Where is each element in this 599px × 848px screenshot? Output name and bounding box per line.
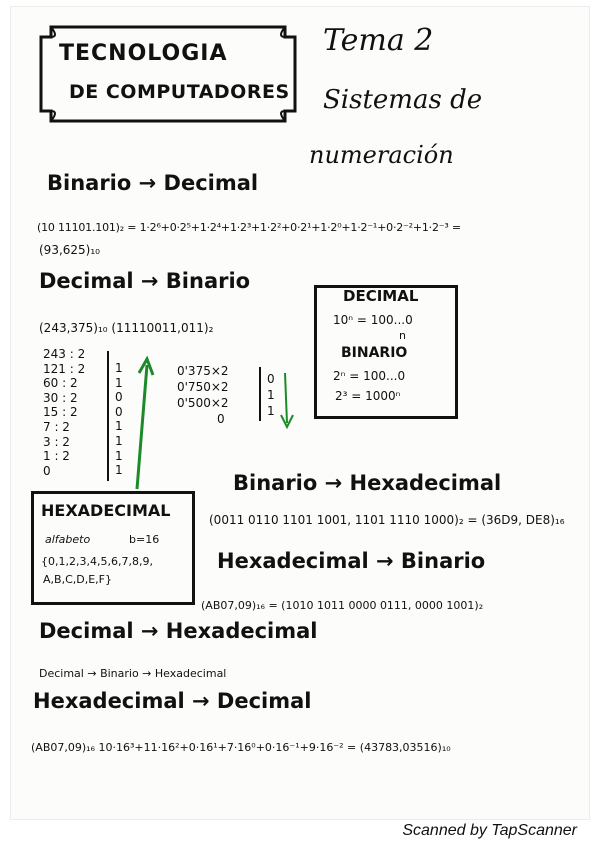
division-column (43, 347, 85, 478)
heading-bin-hex: Binario → Hexadecimal (233, 471, 502, 495)
division-step: 60 : 2 (43, 376, 78, 391)
division-step: 30 : 2 (43, 390, 78, 405)
powers-binary-rule: 2ⁿ = 100...0 (333, 369, 406, 383)
title-frame (37, 19, 299, 127)
remainder-digit: 0 (115, 390, 123, 405)
fraction-digit: 1 (267, 388, 275, 402)
bin-dec-result: (93,625)₁₀ (39, 243, 100, 257)
fraction-step: 0 (217, 412, 225, 426)
division-step: 1 : 2 (43, 449, 70, 464)
division-separator (107, 351, 109, 481)
fraction-step: 0'750×2 (177, 380, 229, 394)
powers-binary-example: 2³ = 1000ⁿ (335, 389, 401, 403)
powers-box-title-decimal: DECIMAL (343, 287, 419, 305)
division-step: 0 (43, 463, 51, 478)
down-arrow-icon (277, 371, 297, 431)
fraction-digit: 1 (267, 404, 275, 418)
topic-title-line2: numeración (309, 141, 454, 169)
heading-hex-bin: Hexadecimal → Binario (217, 549, 486, 573)
bin-hex-expression: (0011 0110 1101 1001, 1101 1110 1000)₂ = (36D9, DE8)₁₆ (209, 513, 565, 527)
remainder-digit: 1 (115, 419, 123, 434)
fraction-step: 0'500×2 (177, 396, 229, 410)
dec-bin-expression: (243,375)₁₀ (11110011,011)₂ (39, 321, 214, 335)
remainder-digit: 1 (115, 433, 123, 448)
fraction-digit: 0 (267, 372, 275, 386)
heading-dec-hex: Decimal → Hexadecimal (39, 619, 318, 643)
powers-decimal-n: n (399, 329, 406, 342)
division-step: 15 : 2 (43, 405, 78, 420)
fraction-separator (259, 367, 261, 421)
fraction-column (177, 363, 229, 427)
division-step: 3 : 2 (43, 434, 70, 449)
hex-dec-expression: (AB07,09)₁₆ 10·16³+11·16²+0·16¹+7·16⁰+0·16⁻¹+9·16⁻² = (43783,03516)₁₀ (31, 741, 451, 754)
heading-hex-dec: Hexadecimal → Decimal (33, 689, 312, 713)
topic-number: Tema 2 (323, 23, 434, 58)
hex-base: b=16 (129, 533, 160, 546)
hex-bin-expression: (AB07,09)₁₆ = (1010 1011 0000 0111, 0000 1001)₂ (201, 599, 484, 612)
dec-hex-note: Decimal → Binario → Hexadecimal (39, 667, 227, 680)
remainder-digit: 1 (115, 361, 123, 375)
fraction-digit-column (267, 371, 275, 419)
division-step: 243 : 2 (43, 347, 86, 361)
hex-box-title: HEXADECIMAL (41, 501, 171, 520)
hex-alphabet-label: alfabeto (45, 533, 91, 546)
powers-box-title-binario: BINARIO (341, 345, 408, 361)
hex-symbols-line2: A,B,C,D,E,F} (43, 573, 112, 586)
remainder-digit: 0 (115, 404, 123, 419)
remainder-digit: 1 (115, 375, 123, 390)
remainder-digit: 1 (115, 448, 123, 463)
scanned-page (10, 6, 590, 820)
heading-dec-bin: Decimal → Binario (39, 269, 251, 293)
remainder-digit: 1 (115, 463, 123, 478)
topic-title-line1: Sistemas de (323, 85, 483, 115)
fraction-step: 0'375×2 (177, 364, 229, 378)
heading-bin-dec: Binario → Decimal (47, 171, 259, 195)
course-title-line2: DE COMPUTADORES (69, 81, 290, 103)
division-step: 7 : 2 (43, 419, 70, 434)
remainder-column (115, 361, 123, 478)
bin-dec-expression: (10 11101.101)₂ = 1·2⁶+0·2⁵+1·2⁴+1·2³+1·2²+0·2¹+1·2⁰+1·2⁻¹+0·2⁻²+1·2⁻³ = (37, 221, 461, 234)
hex-symbols-line1: {0,1,2,3,4,5,6,7,8,9, (41, 555, 153, 568)
division-step: 121 : 2 (43, 361, 86, 376)
scanner-watermark: Scanned by TapScanner (402, 822, 577, 839)
course-title-line1: TECNOLOGIA (59, 41, 228, 66)
powers-decimal-rule: 10ⁿ = 100...0 (333, 313, 413, 327)
up-arrow-icon (127, 355, 157, 495)
